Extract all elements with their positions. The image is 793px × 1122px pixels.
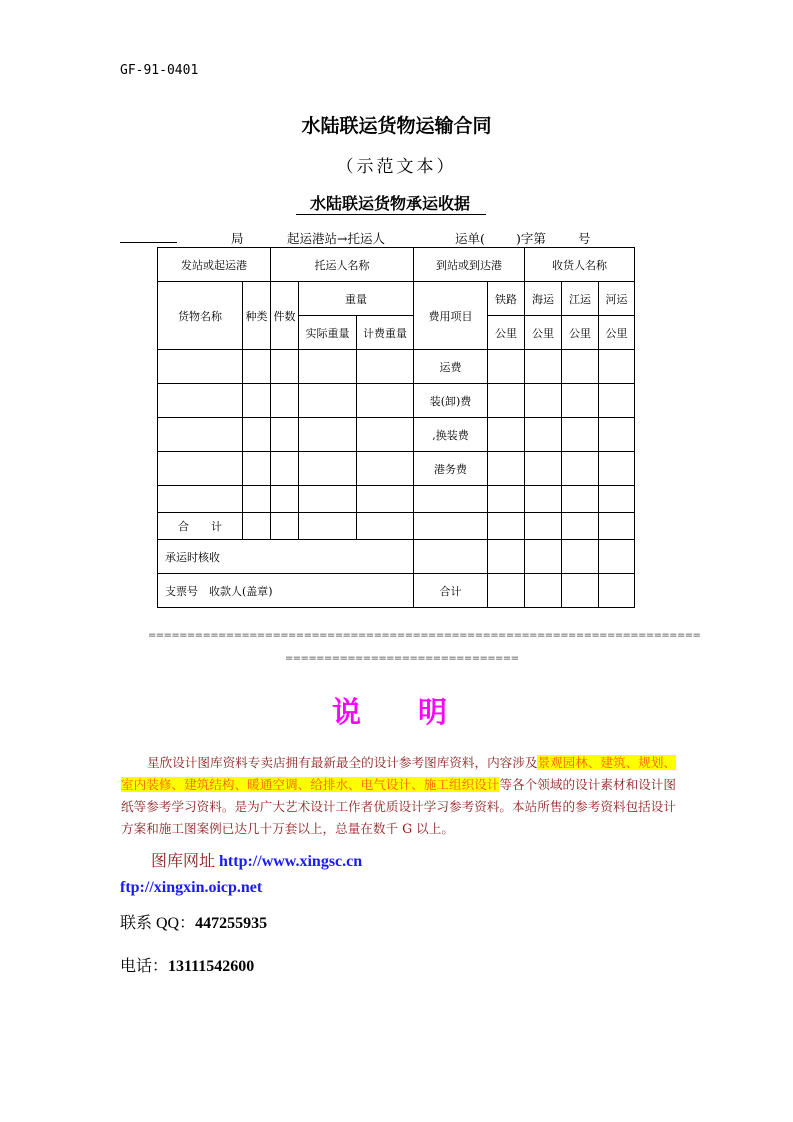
stream-cell[interactable] xyxy=(599,486,635,513)
kind-cell[interactable] xyxy=(243,452,271,486)
site-label: 图库网址 xyxy=(151,853,216,870)
rail-cell[interactable] xyxy=(488,418,525,452)
billed-weight-cell[interactable] xyxy=(357,418,414,452)
weight-header: 重量 xyxy=(299,282,414,316)
fee-item-cell[interactable] xyxy=(414,486,488,513)
river-sum-cell[interactable] xyxy=(562,574,599,608)
table-row xyxy=(158,486,635,513)
document-subtitle: （示范文本） xyxy=(336,157,457,177)
fee-item-label: 港务费 xyxy=(414,452,488,486)
note-text-1: 星欣设计图库资料专卖店拥有最新最全的设计参考图库资料，内容涉及 xyxy=(147,755,538,770)
stream-sum-cell[interactable] xyxy=(599,574,635,608)
table-row xyxy=(158,452,635,486)
document-title: 水陆联运货物运输合同 xyxy=(301,115,492,137)
river-cell[interactable] xyxy=(562,452,599,486)
river-cell[interactable] xyxy=(562,350,599,384)
separator-line-1: ======================================================================= xyxy=(148,630,701,641)
fee-item-cell[interactable] xyxy=(414,540,488,574)
goods-name-cell[interactable] xyxy=(158,418,243,452)
rail-cell[interactable] xyxy=(488,540,525,574)
ftp-link[interactable]: ftp://xingxin.oicp.net xyxy=(120,879,263,896)
billed-weight-cell[interactable] xyxy=(357,452,414,486)
goods-name-cell[interactable] xyxy=(158,452,243,486)
check-payee-label: 支票号 收款人(盖章) xyxy=(158,574,414,608)
actual-weight-cell[interactable] xyxy=(299,452,357,486)
pieces-cell[interactable] xyxy=(271,486,299,513)
unit-km: 公里 xyxy=(525,316,562,350)
fee-item-label: 运费 xyxy=(414,350,488,384)
river-cell[interactable] xyxy=(562,486,599,513)
form-title: 水陆联运货物承运收据 xyxy=(296,194,486,215)
goods-name-header: 货物名称 xyxy=(158,282,243,350)
rail-cell[interactable] xyxy=(488,513,525,540)
goods-name-cell[interactable] xyxy=(158,350,243,384)
kind-cell[interactable] xyxy=(243,350,271,384)
sea-cell[interactable] xyxy=(525,486,562,513)
sea-cell[interactable] xyxy=(525,540,562,574)
river-header: 江运 xyxy=(562,282,599,316)
pieces-cell[interactable] xyxy=(271,350,299,384)
stream-cell[interactable] xyxy=(599,513,635,540)
total-label: 合 计 xyxy=(158,513,243,540)
kind-cell[interactable] xyxy=(243,384,271,418)
billed-weight-total-cell[interactable] xyxy=(357,513,414,540)
payment-row xyxy=(158,574,635,608)
bureau-blank-line xyxy=(120,242,177,243)
fee-item-header: 费用项目 xyxy=(414,282,488,350)
kind-total-cell[interactable] xyxy=(243,513,271,540)
sea-header: 海运 xyxy=(525,282,562,316)
verify-row xyxy=(158,540,635,574)
shipper-name-header: 托运人名称 xyxy=(271,248,414,282)
phone-label: 电话： xyxy=(120,958,169,975)
pieces-cell[interactable] xyxy=(271,384,299,418)
site-line xyxy=(151,848,362,871)
phone-number: 13111542600 xyxy=(168,958,255,975)
river-cell[interactable] xyxy=(562,513,599,540)
river-cell[interactable] xyxy=(562,540,599,574)
site-link[interactable]: http://www.xingsc.cn xyxy=(219,853,363,870)
actual-weight-cell[interactable] xyxy=(299,486,357,513)
actual-weight-header: 实际重量 xyxy=(299,316,357,350)
pieces-header: 件数 xyxy=(271,282,299,350)
rail-cell[interactable] xyxy=(488,350,525,384)
table-row xyxy=(158,418,635,452)
stream-cell[interactable] xyxy=(599,350,635,384)
sea-cell[interactable] xyxy=(525,418,562,452)
sea-cell[interactable] xyxy=(525,384,562,418)
sum-label: 合计 xyxy=(414,574,488,608)
table-row xyxy=(158,384,635,418)
verify-label: 承运时核收 xyxy=(158,540,414,574)
actual-weight-total-cell[interactable] xyxy=(299,513,357,540)
waybill-prefix: 运单( xyxy=(455,231,485,246)
stream-cell[interactable] xyxy=(599,452,635,486)
separator-line-2: ============================== xyxy=(285,653,519,664)
destination-header: 到站或到达港 xyxy=(414,248,525,282)
consignee-name-header: 收货人名称 xyxy=(525,248,635,282)
waybill-suffix: )字第 xyxy=(516,231,546,246)
waybill-number-label: 号 xyxy=(578,231,591,246)
river-cell[interactable] xyxy=(562,418,599,452)
rail-cell[interactable] xyxy=(488,384,525,418)
stream-cell[interactable] xyxy=(599,418,635,452)
origin-station-header: 发站或起运港 xyxy=(158,248,271,282)
qq-label: 联系 QQ： xyxy=(120,915,196,932)
actual-weight-cell[interactable] xyxy=(299,418,357,452)
stream-cell[interactable] xyxy=(599,540,635,574)
pieces-cell[interactable] xyxy=(271,452,299,486)
rail-sum-cell[interactable] xyxy=(488,574,525,608)
qq-line xyxy=(120,910,267,933)
unit-km: 公里 xyxy=(599,316,635,350)
fee-item-cell[interactable] xyxy=(414,513,488,540)
billed-weight-header: 计费重量 xyxy=(357,316,414,350)
note-paragraph xyxy=(121,752,676,840)
sea-cell[interactable] xyxy=(525,452,562,486)
pieces-total-cell[interactable] xyxy=(271,513,299,540)
goods-name-cell[interactable] xyxy=(158,384,243,418)
fee-item-label: 装(卸)费 xyxy=(414,384,488,418)
table-row xyxy=(158,350,635,384)
note-text-2: 等各个领域的设计素材和设计图纸等参考学习资料。是为广大艺术设计工作者优质设计学习参考资料。本站所售的参考资料包括设计方案和施工图案例已达几十万套以上，总量在数千 G 以上。 xyxy=(121,777,677,836)
note-highlight-1: 景观园林、建筑、 xyxy=(537,755,639,770)
sea-cell[interactable] xyxy=(525,350,562,384)
goods-name-cell[interactable] xyxy=(158,486,243,513)
bureau-label: 局 xyxy=(231,231,244,246)
kind-cell[interactable] xyxy=(243,486,271,513)
kind-header: 种类 xyxy=(243,282,271,350)
phone-line xyxy=(120,953,254,976)
receipt-table xyxy=(157,247,635,608)
rail-cell[interactable] xyxy=(488,486,525,513)
rail-cell[interactable] xyxy=(488,452,525,486)
unit-km: 公里 xyxy=(562,316,599,350)
sea-cell[interactable] xyxy=(525,513,562,540)
billed-weight-cell[interactable] xyxy=(357,350,414,384)
qq-number: 447255935 xyxy=(195,915,268,932)
river-cell[interactable] xyxy=(562,384,599,418)
note-title: 说 明 xyxy=(331,695,461,729)
stream-cell[interactable] xyxy=(599,384,635,418)
note-highlight-2: 规划、室内装修、建筑结构、暖通空调、给排水、电气设计、施工组织设计 xyxy=(121,755,677,792)
stream-header: 河运 xyxy=(599,282,635,316)
total-row xyxy=(158,513,635,540)
actual-weight-cell[interactable] xyxy=(299,384,357,418)
rail-header: 铁路 xyxy=(488,282,525,316)
kind-cell[interactable] xyxy=(243,418,271,452)
route-label: 起运港站→托运人 xyxy=(287,231,385,246)
billed-weight-cell[interactable] xyxy=(357,384,414,418)
actual-weight-cell[interactable] xyxy=(299,350,357,384)
document-code: GF-91-0401 xyxy=(120,63,199,78)
fee-item-label: ,换装费 xyxy=(414,418,488,452)
sea-sum-cell[interactable] xyxy=(525,574,562,608)
pieces-cell[interactable] xyxy=(271,418,299,452)
unit-km: 公里 xyxy=(488,316,525,350)
billed-weight-cell[interactable] xyxy=(357,486,414,513)
